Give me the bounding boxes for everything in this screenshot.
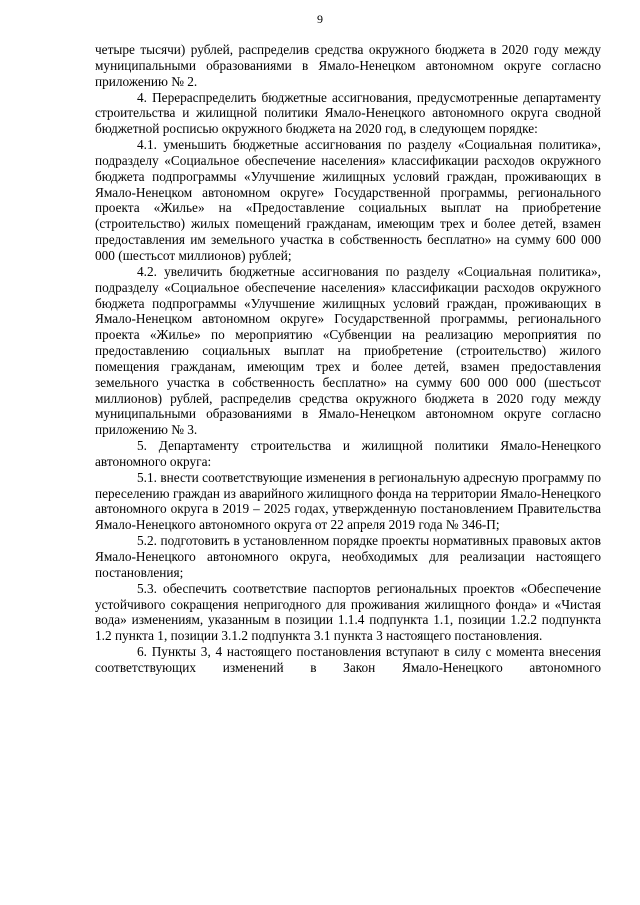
paragraph-item-6: 6. Пункты 3, 4 настоящего постановления вступают в силу с момента внесения соответствующих изменений в Закон Ямало-Ненецкого автономного [95,644,601,675]
paragraph-item-5: 5. Департаменту строительства и жилищной политики Ямало-Ненецкого автономного округа: [95,438,601,469]
page-number: 9 [317,12,323,26]
paragraph-item-5-3: 5.3. обеспечить соответствие паспортов региональных проектов «Обеспечение устойчивого сокращения непригодного для проживания жилищного фонда» и «Чистая вода» изменениям, указанным в позиции 1.1.4 подпункта 1.1, позиции 1.2.2 подпункта 1.2 пункта 1, позиции 3.1.2 подпункта 3.1 пункта 3 настоящего постановления. [95,580,601,644]
paragraph-item-4: 4. Перераспределить бюджетные ассигнования, предусмотренные департаменту строительства и жилищной политики Ямало-Ненецкого автономного округа сводной бюджетной росписью окружного бюджета на 2020 год, в следующем порядке: [95,89,601,137]
paragraph-item-5-2: 5.2. подготовить в установленном порядке проекты нормативных правовых актов Ямало-Ненецкого автономного округа, необходимых для реализации настоящего постановления; [95,533,601,580]
paragraph-item-4-1: 4.1. уменьшить бюджетные ассигнования по разделу «Социальная политика», подразделу «Социальное обеспечение населения» классификации расходов окружного бюджета подпрограммы «Улучшение жилищных условий граждан, проживающих в Ямало-Ненецком автономном округе» Государственной программы, регионального проекта «Жилье» на «Предоставление социальных выплат на приобретение (строительство) жилых помещений гражданам, имеющим трех и более детей, взамен предоставления им земельного участка в собственность бесплатно» на сумму 600 000 000 (шестьсот миллионов) рублей; [95,137,601,263]
paragraph-continuation: четыре тысячи) рублей, распределив средства окружного бюджета в 2020 году между муниципальными образованиями в Ямало-Ненецком автономном округе согласно приложению № 2. [95,42,601,89]
paragraph-item-4-2: 4.2. увеличить бюджетные ассигнования по разделу «Социальная политика», подразделу «Социальное обеспечение населения» классификации расходов окружного бюджета подпрограммы «Улучшение жилищных условий граждан, проживающих в Ямало-Ненецком автономном округе» Государственной программы, регионального проекта «Жилье» по мероприятию «Субвенции на реализацию мероприятия по предоставлению социальных выплат на приобретение (строительство) жилого помещения гражданам, имеющим трех и более детей, взамен предоставления земельного участка в собственность бесплатно» на сумму 600 000 000 (шестьсот миллионов) рублей, распределив средства окружного бюджета в 2020 году между муниципальными образованиями в Ямало-Ненецком автономном округе согласно приложению № 3. [95,263,601,438]
document-body [95,42,601,676]
paragraph-item-5-1: 5.1. внести соответствующие изменения в региональную адресную программу по переселению граждан из аварийного жилищного фонда на территории Ямало-Ненецкого автономного округа в 2019 – 2025 годах, утвержденную постановлением Правительства Ямало-Ненецкого автономного округа от 22 апреля 2019 года № 346-П; [95,469,601,533]
